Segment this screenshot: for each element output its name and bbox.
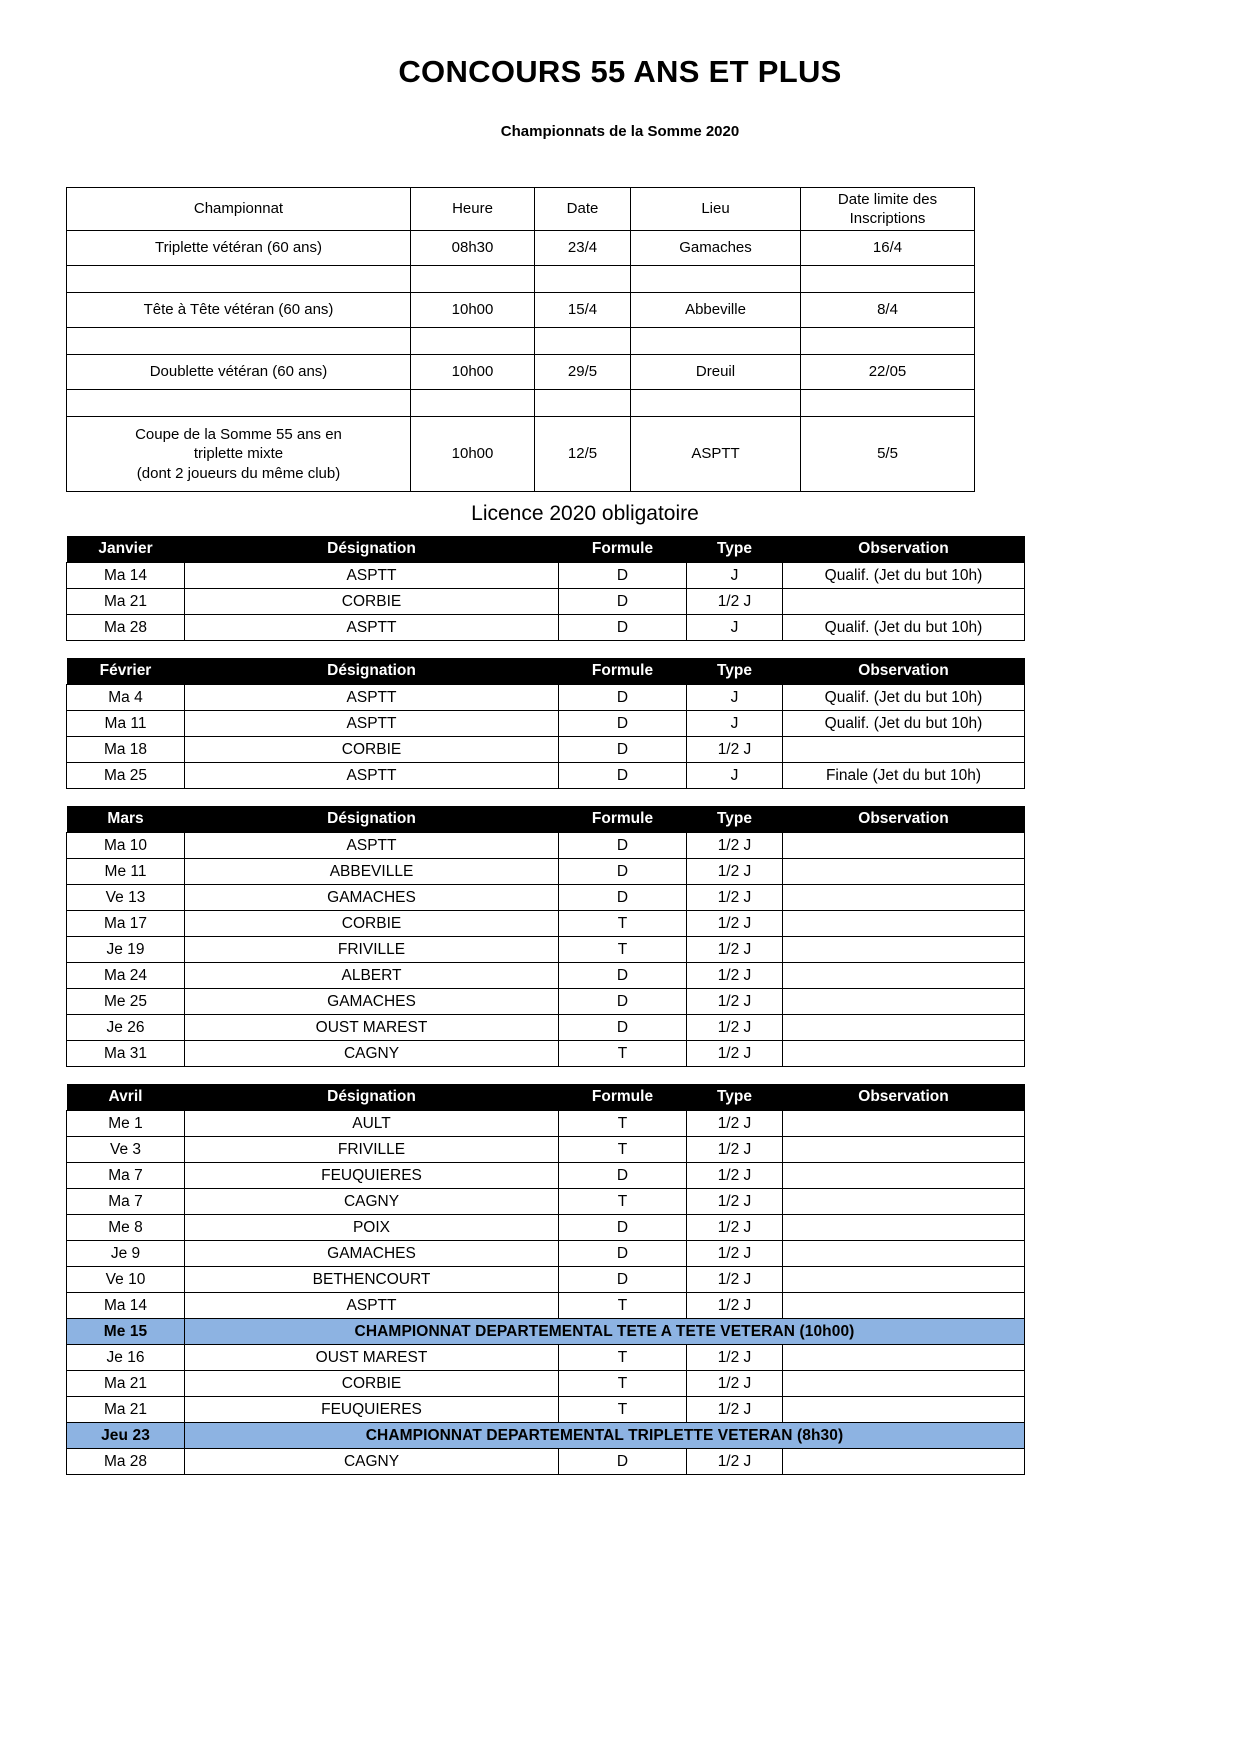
cell-formule: D — [559, 589, 687, 615]
cell-heure: 10h00 — [411, 293, 535, 328]
cell-formule: D — [559, 685, 687, 711]
cell-empty — [801, 390, 975, 417]
cell-designation: ASPTT — [185, 833, 559, 859]
header-observation: Observation — [783, 536, 1025, 563]
table-row — [67, 1215, 1025, 1241]
month-table — [66, 658, 1025, 789]
table-row — [67, 417, 975, 492]
cell-observation: Qualif. (Jet du but 10h) — [783, 685, 1025, 711]
month-name-header: Janvier — [67, 536, 185, 563]
cell-designation: CORBIE — [185, 737, 559, 763]
header-type: Type — [687, 806, 783, 833]
cell-date-limite: 16/4 — [801, 231, 975, 266]
cell-type: 1/2 J — [687, 937, 783, 963]
cell-day: Ma 31 — [67, 1041, 185, 1067]
table-row — [67, 1293, 1025, 1319]
table-row — [67, 1371, 1025, 1397]
cell-empty — [535, 266, 631, 293]
table-row — [67, 711, 1025, 737]
table-row — [67, 763, 1025, 789]
header-type: Type — [687, 1084, 783, 1111]
cell-designation: ABBEVILLE — [185, 859, 559, 885]
cell-type: J — [687, 563, 783, 589]
cell-lieu: Abbeville — [631, 293, 801, 328]
month-block-mars — [0, 806, 1240, 1067]
cell-championnat — [67, 417, 411, 492]
header-designation: Désignation — [185, 658, 559, 685]
header-designation: Désignation — [185, 536, 559, 563]
cell-designation: CHAMPIONNAT DEPARTEMENTAL TRIPLETTE VETERAN (8h30) — [185, 1423, 1025, 1449]
cell-empty — [67, 390, 411, 417]
cell-observation — [783, 1449, 1025, 1475]
table-row — [67, 293, 975, 328]
cell-type: 1/2 J — [687, 1189, 783, 1215]
cell-day: Ma 7 — [67, 1163, 185, 1189]
cell-empty — [801, 328, 975, 355]
cell-empty — [411, 328, 535, 355]
cell-designation: CHAMPIONNAT DEPARTEMENTAL TETE A TETE VETERAN (10h00) — [185, 1319, 1025, 1345]
cell-day: Je 9 — [67, 1241, 185, 1267]
cell-type: 1/2 J — [687, 859, 783, 885]
cell-type: 1/2 J — [687, 833, 783, 859]
cell-day: Ve 13 — [67, 885, 185, 911]
cell-type: 1/2 J — [687, 1397, 783, 1423]
cell-observation — [783, 737, 1025, 763]
cell-day: Ma 18 — [67, 737, 185, 763]
table-row — [67, 737, 1025, 763]
cell-date: 15/4 — [535, 293, 631, 328]
month-header-row — [67, 658, 1025, 685]
header-championnat: Championnat — [67, 188, 411, 231]
cell-designation: CAGNY — [185, 1449, 559, 1475]
month-header-row — [67, 536, 1025, 563]
table-row — [67, 937, 1025, 963]
cell-day: Ma 14 — [67, 1293, 185, 1319]
cell-empty — [631, 328, 801, 355]
cell-empty — [411, 390, 535, 417]
cell-day: Me 8 — [67, 1215, 185, 1241]
cell-championnat: Tête à Tête vétéran (60 ans) — [67, 293, 411, 328]
cell-championnat-line1: Coupe de la Somme 55 ans en — [135, 426, 342, 444]
cell-date: 23/4 — [535, 231, 631, 266]
month-block-avril — [0, 1084, 1240, 1475]
cell-designation: CAGNY — [185, 1189, 559, 1215]
cell-empty — [67, 266, 411, 293]
cell-type: 1/2 J — [687, 1163, 783, 1189]
cell-day: Ma 25 — [67, 763, 185, 789]
header-formule: Formule — [559, 1084, 687, 1111]
cell-formule: T — [559, 1137, 687, 1163]
cell-observation: Qualif. (Jet du but 10h) — [783, 615, 1025, 641]
table-row — [67, 1111, 1025, 1137]
cell-observation — [783, 911, 1025, 937]
cell-designation: BETHENCOURT — [185, 1267, 559, 1293]
cell-date: 12/5 — [535, 417, 631, 492]
cell-observation — [783, 1267, 1025, 1293]
cell-type: 1/2 J — [687, 1041, 783, 1067]
month-table — [66, 1084, 1025, 1475]
cell-type: 1/2 J — [687, 1015, 783, 1041]
cell-day: Ve 10 — [67, 1267, 185, 1293]
table-row — [67, 1241, 1025, 1267]
header-date-limite-line2: Inscriptions — [849, 210, 926, 227]
cell-day: Ve 3 — [67, 1137, 185, 1163]
cell-observation — [783, 963, 1025, 989]
table-spacer-row — [67, 328, 975, 355]
header-lieu: Lieu — [631, 188, 801, 231]
month-name-header: Avril — [67, 1084, 185, 1111]
cell-type: 1/2 J — [687, 1111, 783, 1137]
cell-designation: AULT — [185, 1111, 559, 1137]
month-block-février — [0, 658, 1240, 789]
cell-championnat: Doublette vétéran (60 ans) — [67, 355, 411, 390]
cell-designation: CORBIE — [185, 911, 559, 937]
cell-designation: FEUQUIERES — [185, 1163, 559, 1189]
cell-designation: CAGNY — [185, 1041, 559, 1067]
table-row — [67, 1267, 1025, 1293]
cell-type: J — [687, 711, 783, 737]
cell-formule: D — [559, 763, 687, 789]
table-row — [67, 1015, 1025, 1041]
table-row — [67, 231, 975, 266]
table-row — [67, 1137, 1025, 1163]
cell-formule: T — [559, 1397, 687, 1423]
cell-designation: POIX — [185, 1215, 559, 1241]
championships-table-wrapper — [0, 140, 1240, 492]
cell-formule: D — [559, 885, 687, 911]
cell-type: 1/2 J — [687, 963, 783, 989]
cell-empty — [535, 328, 631, 355]
cell-observation — [783, 1293, 1025, 1319]
licence-note: Licence 2020 obligatoire — [471, 502, 699, 525]
cell-day: Me 1 — [67, 1111, 185, 1137]
table-row — [67, 1189, 1025, 1215]
table-row — [67, 833, 1025, 859]
cell-type: 1/2 J — [687, 989, 783, 1015]
cell-empty — [631, 390, 801, 417]
cell-day: Ma 14 — [67, 563, 185, 589]
header-date-limite-line1: Date limite des — [837, 190, 938, 208]
cell-formule: D — [559, 1163, 687, 1189]
cell-observation — [783, 589, 1025, 615]
cell-day: Ma 21 — [67, 1371, 185, 1397]
cell-observation — [783, 1397, 1025, 1423]
cell-formule: D — [559, 1449, 687, 1475]
cell-designation: ASPTT — [185, 763, 559, 789]
cell-empty — [535, 390, 631, 417]
page-subtitle: Championnats de la Somme 2020 — [500, 123, 740, 140]
cell-observation — [783, 1241, 1025, 1267]
cell-day: Ma 10 — [67, 833, 185, 859]
cell-day: Je 19 — [67, 937, 185, 963]
cell-formule: D — [559, 1241, 687, 1267]
cell-observation — [783, 1215, 1025, 1241]
cell-designation: GAMACHES — [185, 885, 559, 911]
cell-formule: D — [559, 1267, 687, 1293]
cell-observation — [783, 1163, 1025, 1189]
cell-formule: D — [559, 737, 687, 763]
cell-formule: T — [559, 1293, 687, 1319]
cell-date-limite: 5/5 — [801, 417, 975, 492]
cell-type: 1/2 J — [687, 911, 783, 937]
cell-formule: T — [559, 937, 687, 963]
table-row — [67, 989, 1025, 1015]
cell-formule: D — [559, 1015, 687, 1041]
cell-type: 1/2 J — [687, 885, 783, 911]
header-designation: Désignation — [185, 1084, 559, 1111]
cell-day: Me 11 — [67, 859, 185, 885]
header-formule: Formule — [559, 658, 687, 685]
header-observation: Observation — [783, 1084, 1025, 1111]
cell-observation — [783, 885, 1025, 911]
header-observation: Observation — [783, 806, 1025, 833]
cell-designation: OUST MAREST — [185, 1345, 559, 1371]
table-spacer-row — [67, 390, 975, 417]
table-row — [67, 1449, 1025, 1475]
header-date: Date — [535, 188, 631, 231]
cell-designation: ASPTT — [185, 563, 559, 589]
cell-designation: OUST MAREST — [185, 1015, 559, 1041]
cell-type: 1/2 J — [687, 1371, 783, 1397]
cell-lieu: Dreuil — [631, 355, 801, 390]
cell-day: Ma 11 — [67, 711, 185, 737]
cell-empty — [411, 266, 535, 293]
table-row — [67, 1397, 1025, 1423]
cell-heure: 10h00 — [411, 417, 535, 492]
cell-date: 29/5 — [535, 355, 631, 390]
cell-designation: CORBIE — [185, 589, 559, 615]
table-row — [67, 563, 1025, 589]
cell-designation: GAMACHES — [185, 989, 559, 1015]
table-header-row — [67, 188, 975, 231]
month-table — [66, 806, 1025, 1067]
cell-formule: D — [559, 833, 687, 859]
cell-observation — [783, 1345, 1025, 1371]
month-header-row — [67, 1084, 1025, 1111]
cell-day: Ma 28 — [67, 1449, 185, 1475]
table-row — [67, 963, 1025, 989]
cell-observation — [783, 937, 1025, 963]
table-row — [67, 615, 1025, 641]
cell-day: Ma 28 — [67, 615, 185, 641]
cell-heure: 08h30 — [411, 231, 535, 266]
cell-designation: ASPTT — [185, 1293, 559, 1319]
cell-observation — [783, 1041, 1025, 1067]
cell-designation: FRIVILLE — [185, 1137, 559, 1163]
cell-type: 1/2 J — [687, 1345, 783, 1371]
cell-empty — [67, 328, 411, 355]
cell-formule: T — [559, 911, 687, 937]
cell-type: 1/2 J — [687, 1449, 783, 1475]
cell-day: Ma 24 — [67, 963, 185, 989]
cell-championnat: Triplette vétéran (60 ans) — [67, 231, 411, 266]
cell-day: Ma 21 — [67, 589, 185, 615]
cell-type: J — [687, 615, 783, 641]
cell-observation — [783, 833, 1025, 859]
table-row — [67, 589, 1025, 615]
table-row — [67, 355, 975, 390]
cell-type: 1/2 J — [687, 737, 783, 763]
cell-observation — [783, 1189, 1025, 1215]
cell-formule: D — [559, 1215, 687, 1241]
cell-day: Ma 17 — [67, 911, 185, 937]
cell-observation — [783, 1111, 1025, 1137]
cell-formule: T — [559, 1111, 687, 1137]
cell-day: Ma 21 — [67, 1397, 185, 1423]
header-type: Type — [687, 658, 783, 685]
table-row — [67, 685, 1025, 711]
header-formule: Formule — [559, 536, 687, 563]
cell-formule: D — [559, 989, 687, 1015]
calendar-container — [0, 536, 1240, 1475]
cell-championnat-line3: (dont 2 joueurs du même club) — [136, 464, 341, 482]
cell-formule: T — [559, 1345, 687, 1371]
cell-observation — [783, 859, 1025, 885]
cell-type: J — [687, 763, 783, 789]
header-designation: Désignation — [185, 806, 559, 833]
cell-lieu: ASPTT — [631, 417, 801, 492]
cell-championnat-line2: triplette mixte — [193, 445, 284, 463]
cell-type: 1/2 J — [687, 1293, 783, 1319]
month-table — [66, 536, 1025, 641]
header-heure: Heure — [411, 188, 535, 231]
cell-day: Je 26 — [67, 1015, 185, 1041]
cell-formule: D — [559, 615, 687, 641]
cell-designation: FEUQUIERES — [185, 1397, 559, 1423]
cell-observation — [783, 1137, 1025, 1163]
month-block-janvier — [0, 536, 1240, 641]
cell-day: Me 25 — [67, 989, 185, 1015]
cell-formule: T — [559, 1371, 687, 1397]
cell-designation: ASPTT — [185, 711, 559, 737]
header-date-limite — [801, 188, 975, 231]
cell-formule: T — [559, 1041, 687, 1067]
cell-observation: Qualif. (Jet du but 10h) — [783, 563, 1025, 589]
table-row — [67, 1345, 1025, 1371]
cell-designation: ASPTT — [185, 685, 559, 711]
cell-type: 1/2 J — [687, 1267, 783, 1293]
cell-formule: D — [559, 963, 687, 989]
cell-type: 1/2 J — [687, 1241, 783, 1267]
cell-day: Me 15 — [67, 1319, 185, 1345]
cell-designation: CORBIE — [185, 1371, 559, 1397]
table-row — [67, 859, 1025, 885]
cell-type: 1/2 J — [687, 1215, 783, 1241]
cell-day: Ma 4 — [67, 685, 185, 711]
month-name-header: Février — [67, 658, 185, 685]
championships-table — [66, 187, 975, 492]
cell-type: 1/2 J — [687, 589, 783, 615]
page-title: CONCOURS 55 ANS ET PLUS — [398, 54, 842, 89]
cell-designation: ASPTT — [185, 615, 559, 641]
cell-designation: GAMACHES — [185, 1241, 559, 1267]
cell-formule: T — [559, 1189, 687, 1215]
table-row — [67, 911, 1025, 937]
table-spacer-row — [67, 266, 975, 293]
cell-observation — [783, 1015, 1025, 1041]
cell-observation — [783, 1371, 1025, 1397]
championship-row — [67, 1319, 1025, 1345]
table-row — [67, 1041, 1025, 1067]
cell-heure: 10h00 — [411, 355, 535, 390]
month-header-row — [67, 806, 1025, 833]
cell-empty — [631, 266, 801, 293]
cell-type: 1/2 J — [687, 1137, 783, 1163]
table-row — [67, 1163, 1025, 1189]
cell-type: J — [687, 685, 783, 711]
cell-formule: D — [559, 563, 687, 589]
month-name-header: Mars — [67, 806, 185, 833]
cell-observation: Qualif. (Jet du but 10h) — [783, 711, 1025, 737]
cell-date-limite: 22/05 — [801, 355, 975, 390]
championship-row — [67, 1423, 1025, 1449]
cell-designation: ALBERT — [185, 963, 559, 989]
cell-empty — [801, 266, 975, 293]
cell-observation — [783, 989, 1025, 1015]
cell-day: Jeu 23 — [67, 1423, 185, 1449]
cell-day: Je 16 — [67, 1345, 185, 1371]
cell-observation: Finale (Jet du but 10h) — [783, 763, 1025, 789]
cell-designation: FRIVILLE — [185, 937, 559, 963]
cell-day: Ma 7 — [67, 1189, 185, 1215]
cell-lieu: Gamaches — [631, 231, 801, 266]
table-row — [67, 885, 1025, 911]
header-type: Type — [687, 536, 783, 563]
cell-date-limite: 8/4 — [801, 293, 975, 328]
cell-formule: D — [559, 859, 687, 885]
cell-formule: D — [559, 711, 687, 737]
header-observation: Observation — [783, 658, 1025, 685]
header-formule: Formule — [559, 806, 687, 833]
